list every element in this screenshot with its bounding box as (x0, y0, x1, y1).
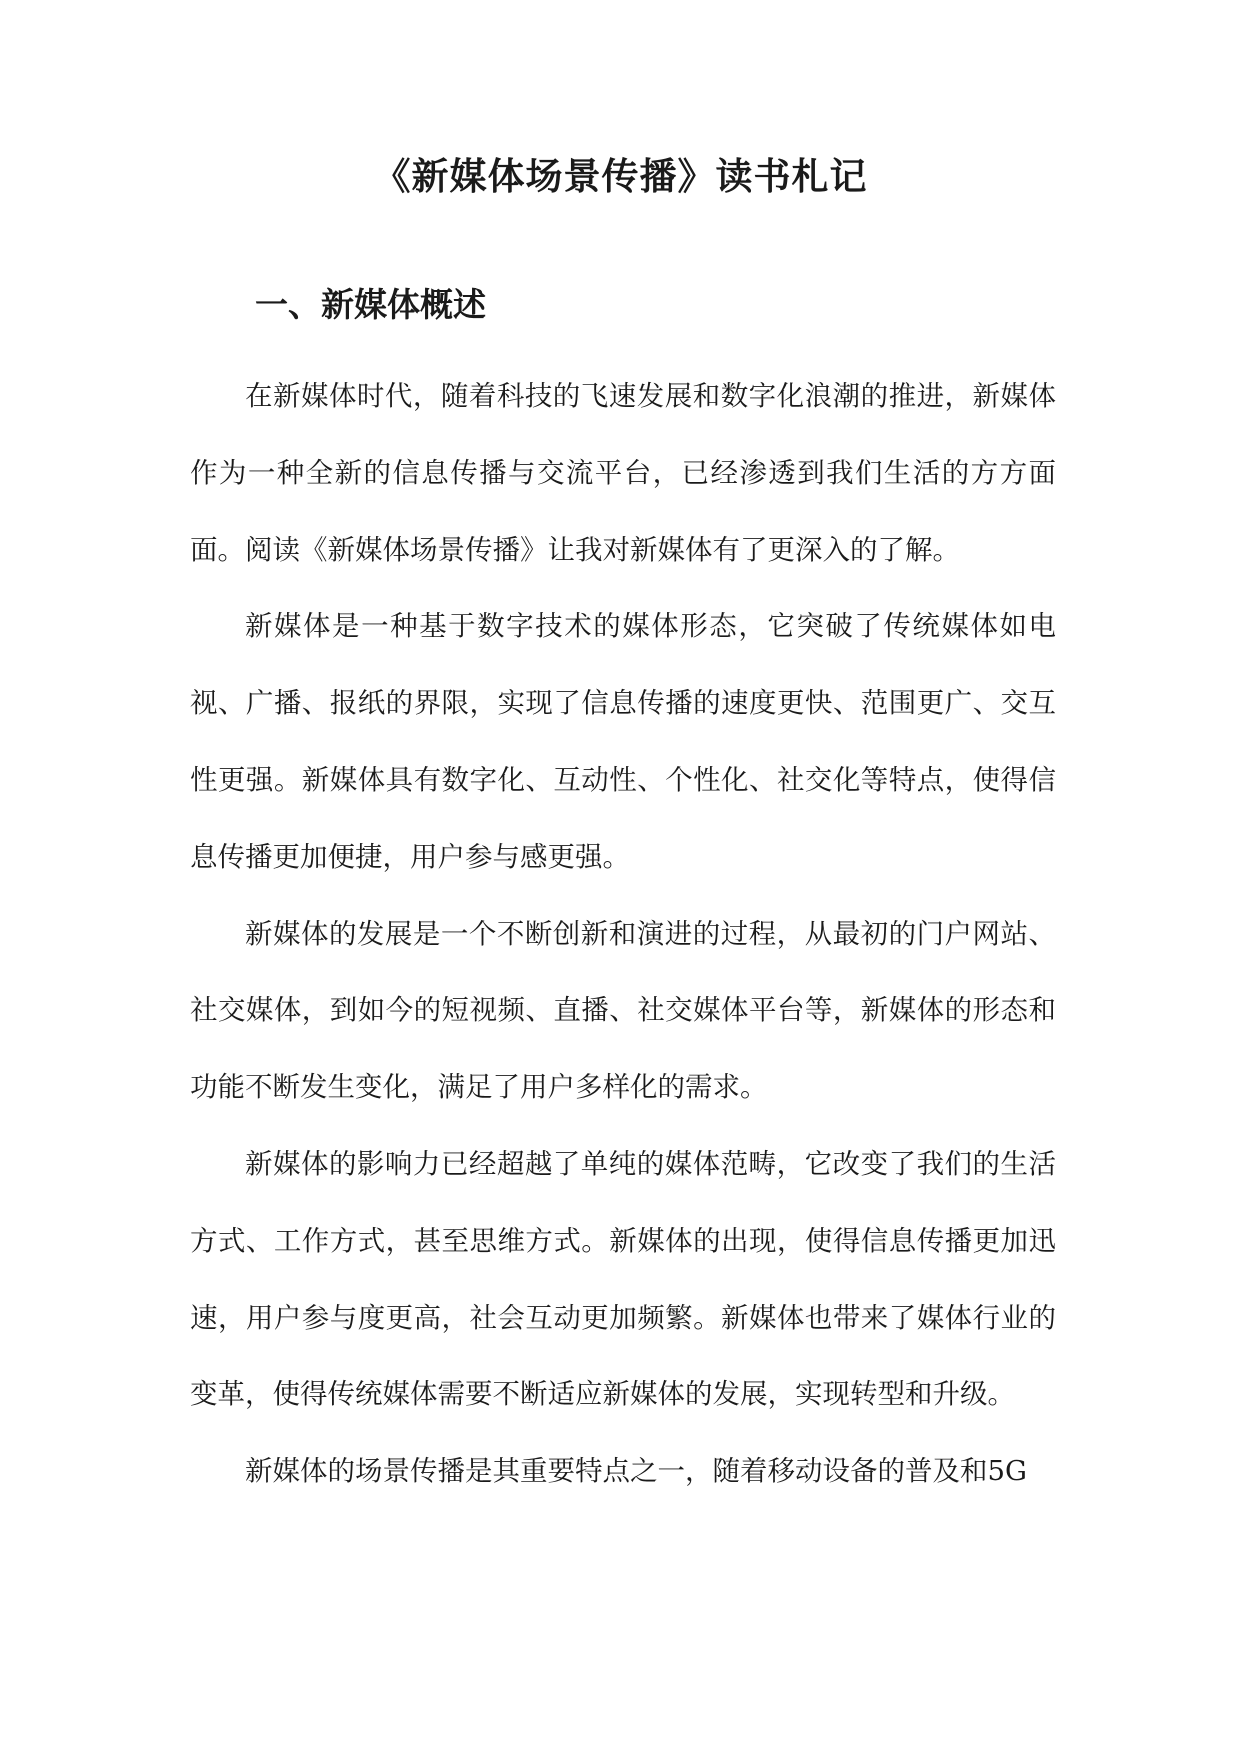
body-text (190, 358, 1056, 1510)
document-title: 《新媒体场景传播》读书札记 (373, 154, 868, 198)
paragraph: 在新媒体时代，随着科技的飞速发展和数字化浪潮的推进，新媒体作为一种全新的信息传播与交流平台，已经渗透到我们生活的方方面面。阅读《新媒体场景传播》让我对新媒体有了更深入的了解。 (190, 380, 1056, 566)
paragraph: 新媒体的发展是一个不断创新和演进的过程，从最初的门户网站、社交媒体，到如今的短视频、直播、社交媒体平台等，新媒体的形态和功能不断发生变化，满足了用户多样化的需求。 (190, 917, 1056, 1104)
paragraph: 新媒体是一种基于数字技术的媒体形态，它突破了传统媒体如电视、广播、报纸的界限，实现了信息传播的速度更快、范围更广、交互性更强。新媒体具有数字化、互动性、个性化、社交化等特点，使得信息传播更加便捷，用户参与感更强。 (190, 610, 1056, 873)
section-heading: 一、新媒体概述 (255, 285, 486, 324)
paragraph: 新媒体的场景传播是其重要特点之一，随着移动设备的普及和5G (245, 1455, 1027, 1488)
paragraph: 新媒体的影响力已经超越了单纯的媒体范畴，它改变了我们的生活方式、工作方式，甚至思维方式。新媒体的出现，使得信息传播更加迅速，用户参与度更高，社会互动更加频繁。新媒体也带来了媒体行业的变革，使得传统媒体需要不断适应新媒体的发展，实现转型和升级。 (190, 1147, 1056, 1411)
